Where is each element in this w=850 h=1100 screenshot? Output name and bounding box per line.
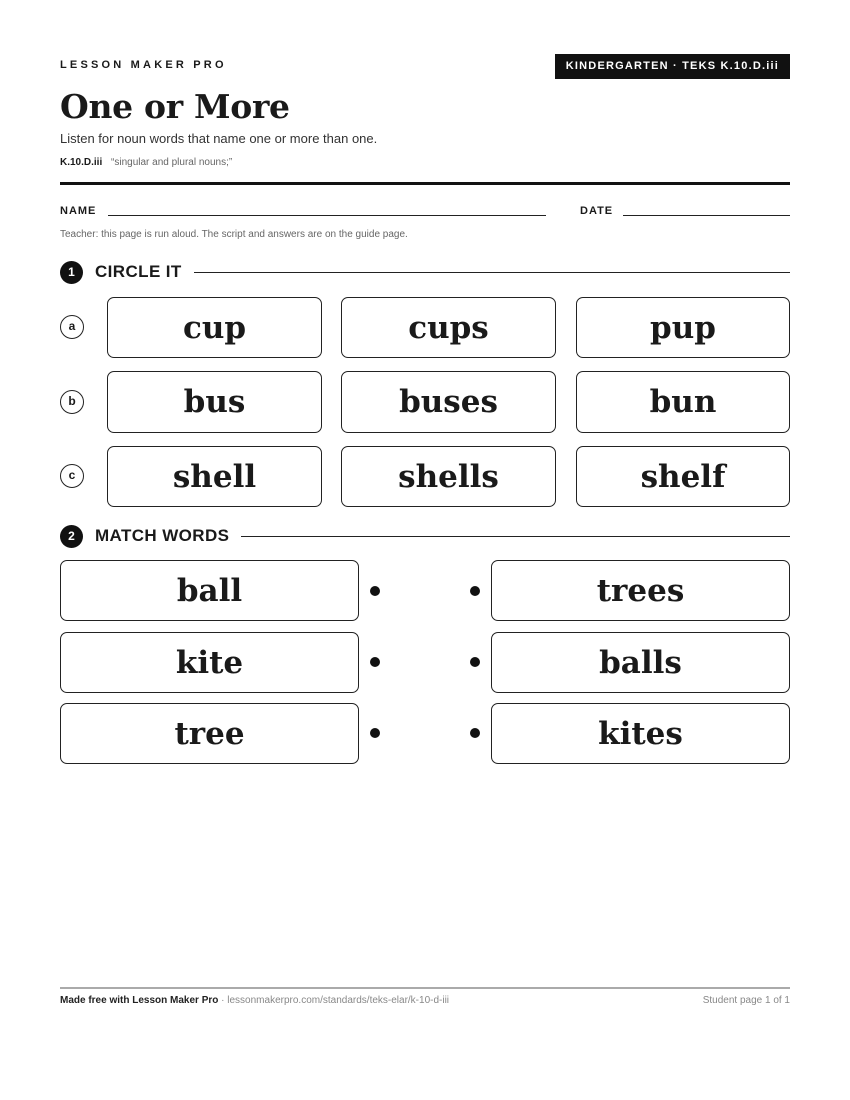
footer-credit — [60, 995, 449, 1006]
header-divider — [60, 182, 790, 185]
word-choice[interactable]: shells — [341, 446, 556, 507]
word-choice[interactable]: shell — [107, 446, 322, 507]
match-right-word[interactable]: balls — [491, 632, 790, 693]
match-left-dot[interactable] — [370, 657, 380, 667]
match-left-word[interactable]: ball — [60, 560, 359, 621]
page-subtitle: Listen for noun words that name one or more than one. — [60, 131, 378, 146]
footer-divider — [60, 987, 790, 989]
match-right-dot[interactable] — [470, 728, 480, 738]
grade-standard-badge: KINDERGARTEN · TEKS K.10.D.iii — [555, 54, 790, 79]
row-letter-badge: b — [60, 390, 84, 414]
section-number-badge: 2 — [60, 525, 83, 548]
word-choice[interactable]: cups — [341, 297, 556, 358]
page-title: One or More — [60, 87, 290, 126]
word-choice[interactable]: cup — [107, 297, 322, 358]
footer-maker: Made free with Lesson Maker Pro — [60, 995, 219, 1006]
word-choice[interactable]: bus — [107, 371, 322, 433]
section-circle-it-header — [60, 260, 790, 284]
row-letter-badge: a — [60, 315, 84, 339]
teacher-note: Teacher: this page is run aloud. The script and answers are on the guide page. — [60, 229, 408, 240]
standard-reference — [60, 157, 232, 168]
match-left-dot[interactable] — [370, 728, 380, 738]
word-choice[interactable]: buses — [341, 371, 556, 433]
match-right-dot[interactable] — [470, 657, 480, 667]
match-left-word[interactable]: kite — [60, 632, 359, 693]
match-left-dot[interactable] — [370, 586, 380, 596]
section-title: CIRCLE IT — [95, 262, 182, 281]
section-title: MATCH WORDS — [95, 526, 230, 545]
standard-description: “singular and plural nouns;” — [111, 157, 233, 168]
footer-url[interactable]: · lessonmakerpro.com/standards/teks-elar/k-10-d-iii — [218, 995, 450, 1006]
footer-page-number: Student page 1 of 1 — [702, 995, 790, 1006]
word-choice[interactable]: bun — [576, 371, 790, 433]
section-rule — [194, 272, 790, 273]
match-right-word[interactable]: kites — [491, 703, 790, 764]
match-left-word[interactable]: tree — [60, 703, 359, 764]
word-choice[interactable]: pup — [576, 297, 790, 358]
name-field[interactable] — [108, 215, 546, 216]
match-right-word[interactable]: trees — [491, 560, 790, 621]
standard-code: K.10.D.iii — [60, 157, 103, 168]
match-right-dot[interactable] — [470, 586, 480, 596]
section-number-badge: 1 — [60, 261, 83, 284]
word-choice[interactable]: shelf — [576, 446, 790, 507]
row-letter-badge: c — [60, 464, 84, 488]
brand-name: LESSON MAKER PRO — [60, 59, 227, 71]
worksheet-page — [60, 0, 790, 1100]
section-rule — [241, 536, 790, 537]
name-label: NAME — [60, 205, 97, 217]
date-label: DATE — [580, 205, 614, 217]
section-match-words-header — [60, 524, 790, 548]
date-field[interactable] — [623, 215, 790, 216]
